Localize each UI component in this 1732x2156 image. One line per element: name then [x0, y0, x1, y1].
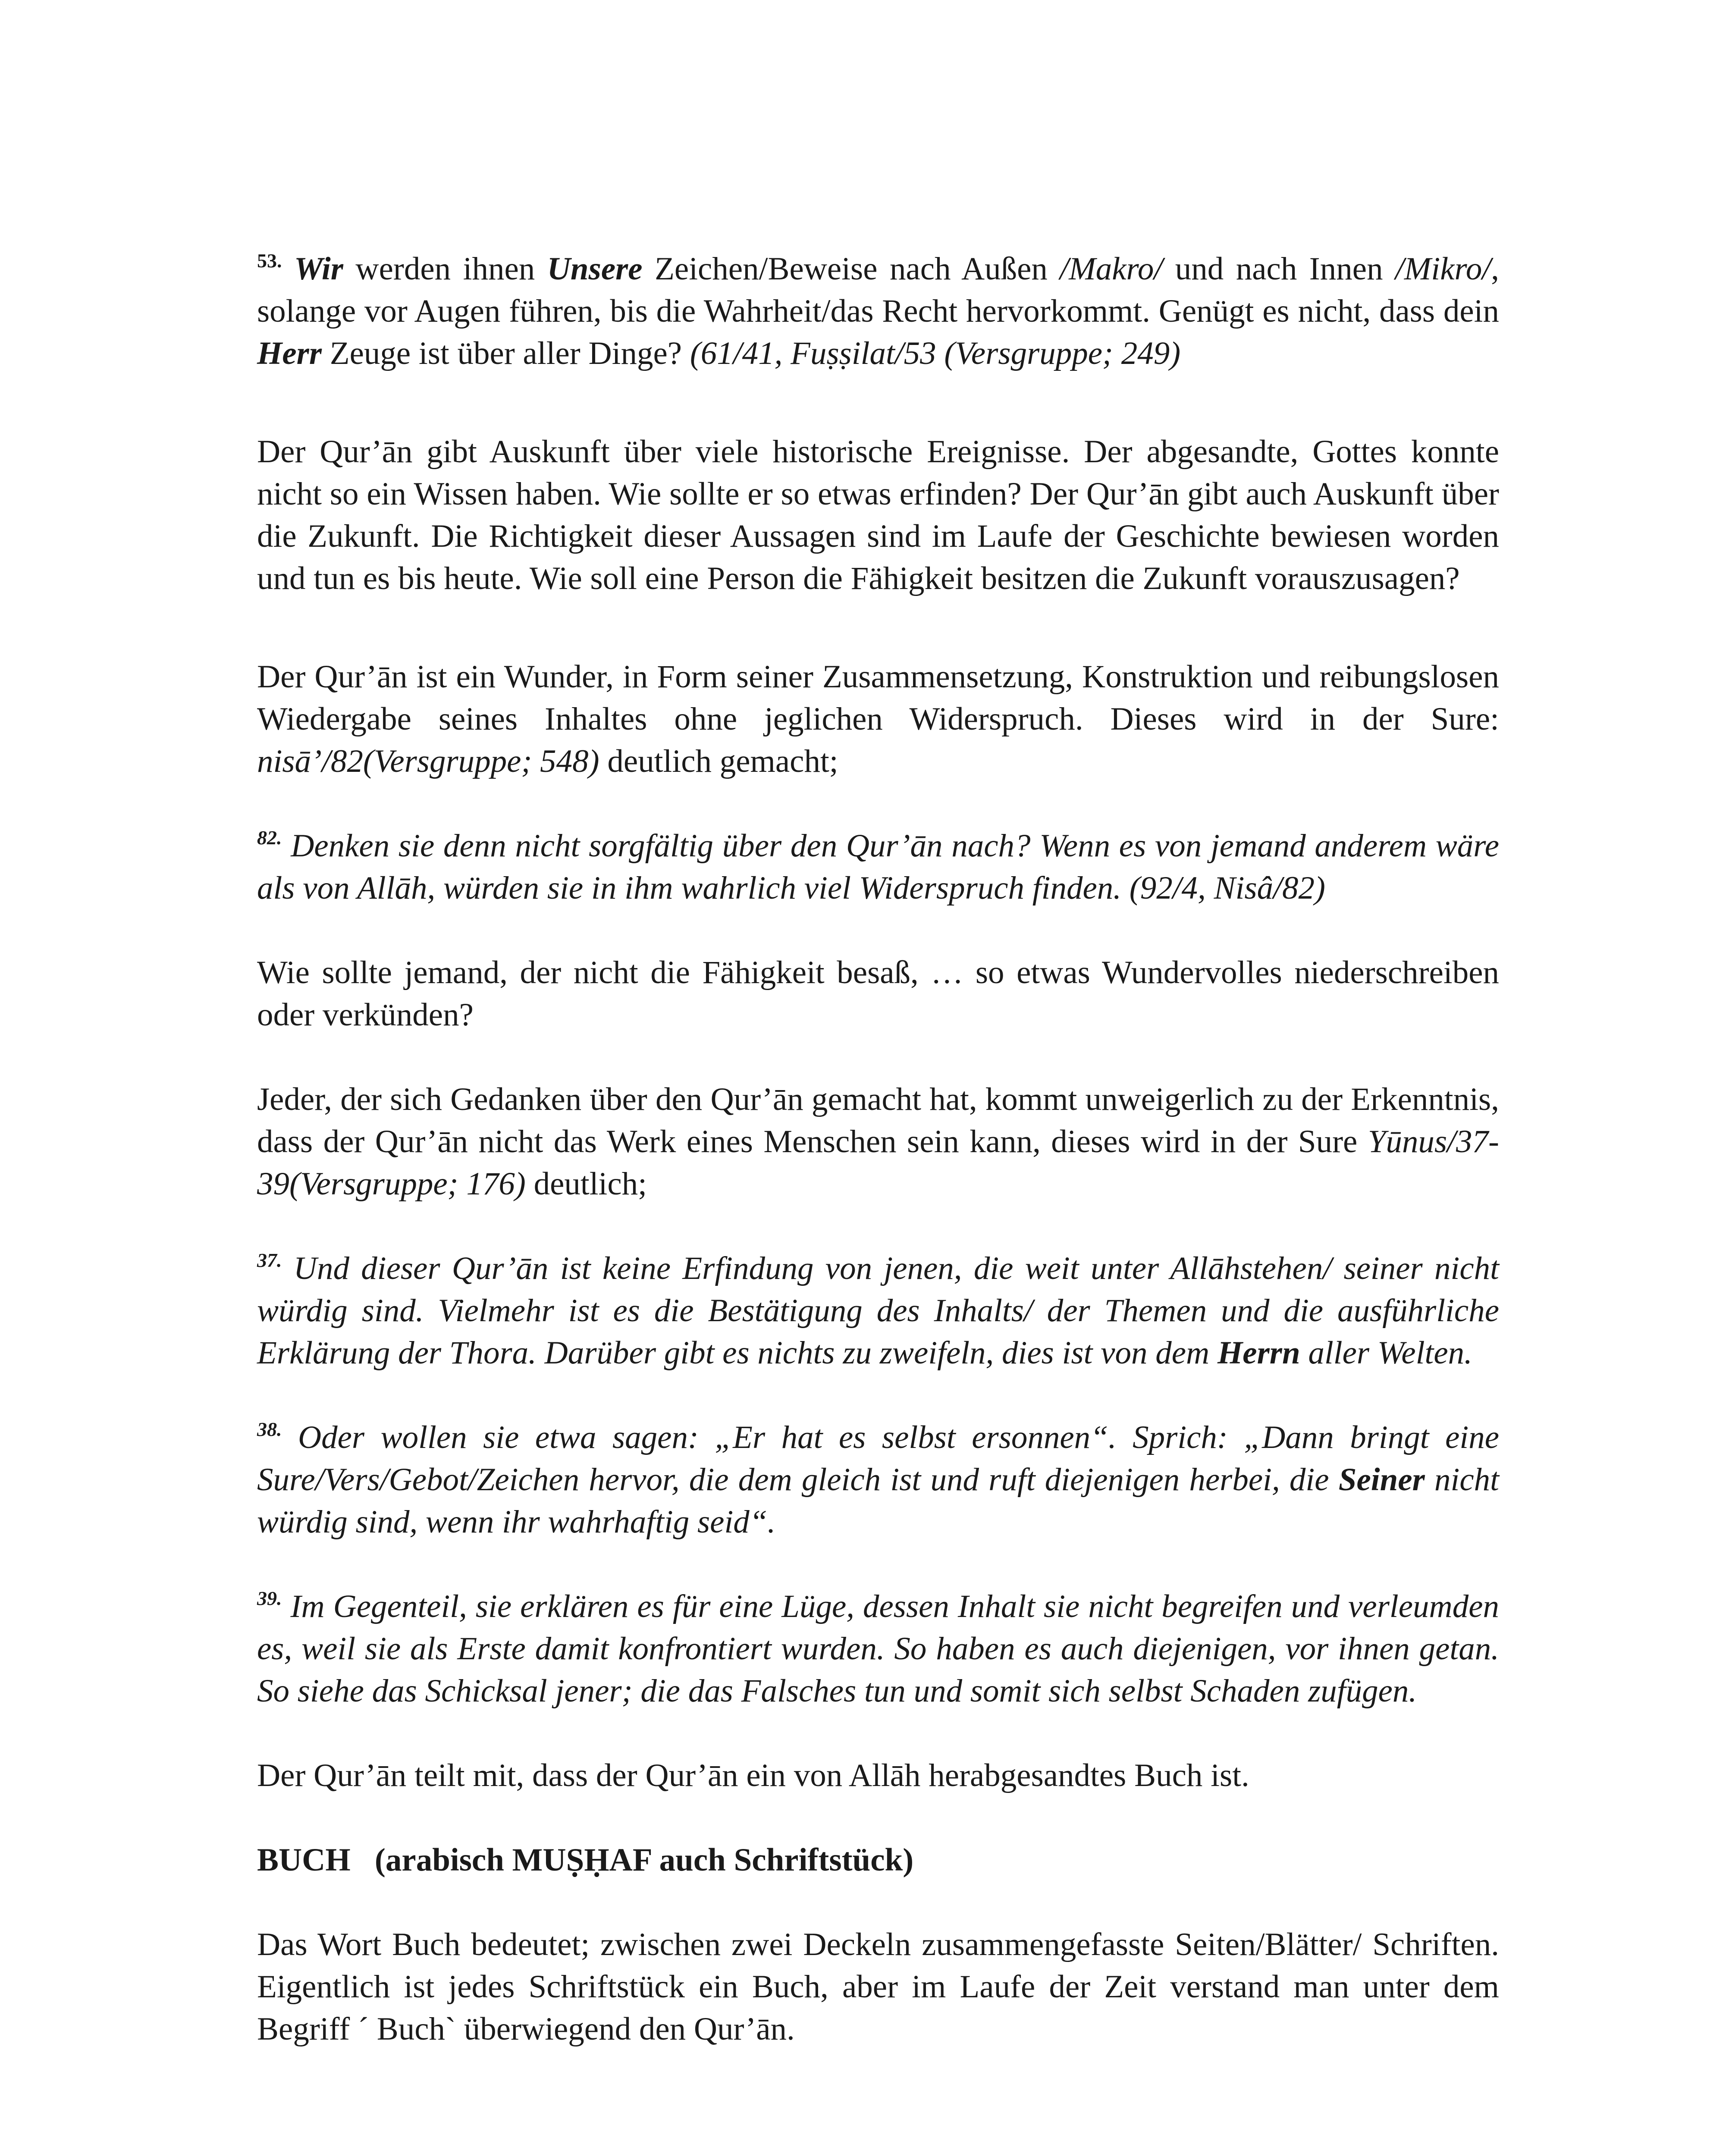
text-run: und nach Innen — [1163, 251, 1396, 287]
verse-text: Im Gegenteil, sie erklären es für eine Lüge, dessen Inhalt sie nicht begreifen und verleumden es, weil sie als Erste damit konfrontiert wurden. So haben es auch diejenigen, vor ihnen getan. So siehe das Schicksal jener; die das Falsches tun und somit sich selbst Schaden zufügen. — [257, 1589, 1499, 1709]
verse-53 — [257, 248, 1499, 375]
sura-reference: Yūnus/37-39(Versgruppe; 176) — [257, 1124, 1499, 1202]
emphasis-seiner: Seiner — [1338, 1462, 1425, 1498]
paragraph-book-definition: Das Wort Buch bedeutet; zwischen zwei Deckeln zusammengefasste Seiten/Blätter/ Schriften. Eigentlich ist jedes Schriftstück ein Buch, aber im Laufe der Zeit verstand man unter dem Begriff ´ Buch` überwiegend den Qur’ān. — [257, 1927, 1499, 2047]
emphasis-herrn: Herrn — [1217, 1335, 1300, 1371]
verse-text: nicht würdig sind, wenn ihr wahrhaftig seid“. — [257, 1462, 1499, 1540]
page-body — [257, 248, 1499, 2050]
verse-reference: (61/41, Fuṣṣilat/53 (Versgruppe; 249) — [690, 335, 1181, 371]
text-run: Der Qur’ān ist ein Wunder, in Form seiner Zusammensetzung, Konstruktion und reibungslosen Wiedergabe seines Inhaltes ohne jeglichen Widerspruch. Dieses wird in der Sure: — [257, 659, 1499, 737]
text-run: Zeichen/Beweise nach Außen — [642, 251, 1060, 287]
section-heading: BUCH (arabisch MUṢḤAF auch Schriftstück) — [257, 1842, 914, 1878]
verse-39 — [257, 1586, 1499, 1712]
paragraph-miracle — [257, 656, 1499, 783]
term-makro: /Makro/ — [1060, 251, 1163, 287]
verse-number: 39. — [257, 1587, 282, 1609]
verse-37 — [257, 1247, 1499, 1374]
emphasis-wir: Wir — [294, 251, 343, 287]
text-run: , solange vor Augen führen, bis die Wahrheit/das Recht hervorkommt. Genügt es nicht, dass dein — [257, 251, 1500, 329]
verse-82 — [257, 825, 1499, 909]
verse-text: aller Welten. — [1300, 1335, 1472, 1371]
term-mikro: /Mikro/ — [1395, 251, 1491, 287]
text-run: Zeuge ist über aller Dinge? — [322, 335, 690, 371]
text-run: Jeder, der sich Gedanken über den Qur’ān gemacht hat, kommt unweigerlich zu der Erkenntnis, dass der Qur’ān nicht das Werk eines Menschen sein kann, dieses wird in der Sure — [257, 1081, 1499, 1159]
text-run: deutlich gemacht; — [599, 743, 838, 779]
paragraph-revealed-book: Der Qur’ān teilt mit, dass der Qur’ān ein von Allāh herabgesandtes Buch ist. — [257, 1758, 1249, 1793]
emphasis-unsere: Unsere — [547, 251, 643, 287]
paragraph-question: Wie sollte jemand, der nicht die Fähigkeit besaß, … so etwas Wundervolles niederschreiben oder verkünden? — [257, 955, 1499, 1033]
text-run: deutlich; — [525, 1166, 647, 1202]
sura-reference: nisā’/82(Versgruppe; 548) — [257, 743, 599, 779]
verse-text: Denken sie denn nicht sorgfältig über den Qur’ān nach? Wenn es von jemand anderem wäre als von Allāh, würden sie in ihm wahrlich viel Widerspruch finden. (92/4, Nisâ/82) — [257, 828, 1499, 906]
paragraph-history: Der Qur’ān gibt Auskunft über viele historische Ereignisse. Der abgesandte, Gottes konnte nicht so ein Wissen haben. Wie sollte er so etwas erfinden? Der Qur’ān gibt auch Auskunft über die Zukunft. Die Richtigkeit dieser Aussagen sind im Laufe der Geschichte bewiesen worden und tun es bis heute. Wie soll eine Person die Fähigkeit besitzen die Zukunft vorauszusagen? — [257, 434, 1499, 596]
emphasis-herr: Herr — [257, 335, 322, 371]
text-run: werden ihnen — [343, 251, 547, 287]
verse-number: 82. — [257, 827, 282, 849]
verse-text: Und dieser Qur’ān ist keine Erfindung von jenen, die weit unter Allāhstehen/ seiner nicht würdig sind. Vielmehr ist es die Bestätigung des Inhalts/ der Themen und die ausführliche Erklärung der Thora. Darüber gibt es nichts zu zweifeln, dies ist von dem — [257, 1250, 1499, 1371]
verse-38 — [257, 1416, 1499, 1543]
verse-number: 38. — [257, 1418, 282, 1440]
verse-number: 37. — [257, 1249, 282, 1271]
verse-text: Oder wollen sie etwa sagen: „Er hat es selbst ersonnen“. Sprich: „Dann bringt eine Sure/Vers/Gebot/Zeichen hervor, die dem gleich ist und ruft diejenigen herbei, die — [257, 1420, 1499, 1498]
paragraph-insight — [257, 1078, 1499, 1205]
verse-number: 53. — [257, 250, 282, 272]
